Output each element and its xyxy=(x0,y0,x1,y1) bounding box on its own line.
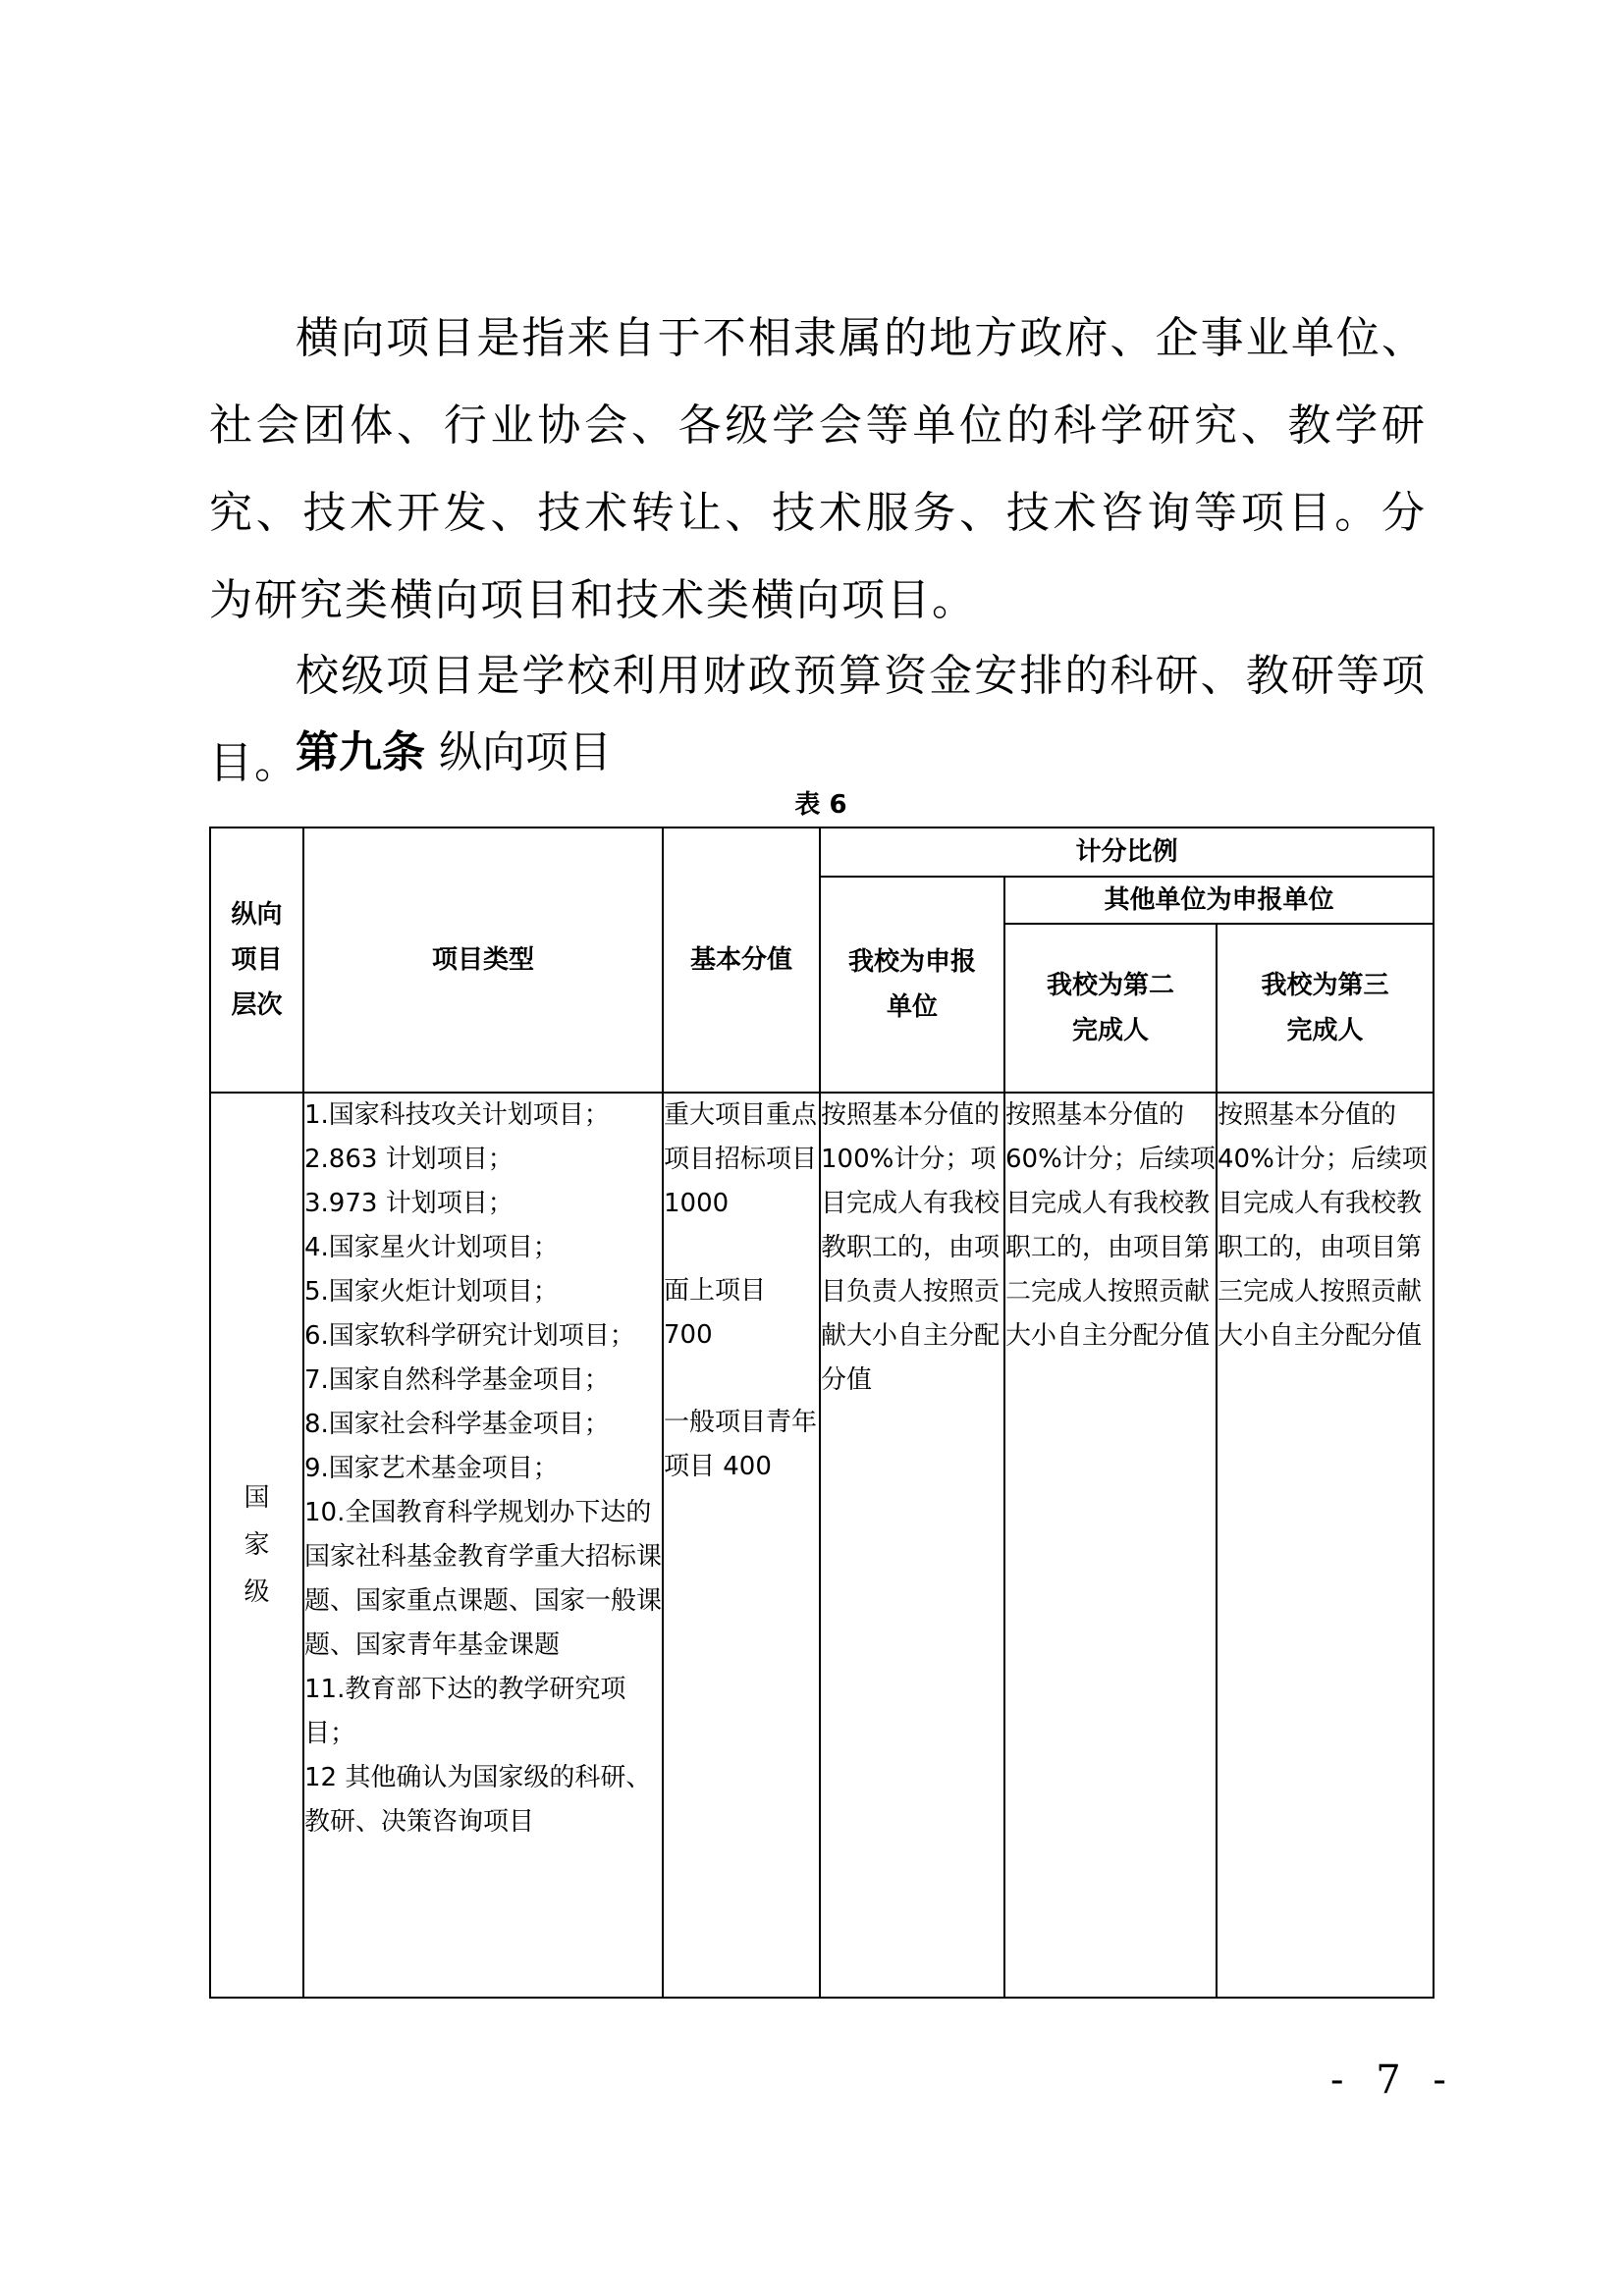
article-title: 纵向项目 xyxy=(439,727,612,777)
article-heading xyxy=(296,709,612,796)
header-ratio: 计分比例 xyxy=(820,828,1434,877)
list-item: 4.国家星火计划项目； xyxy=(304,1233,559,1262)
header-own-unit: 我校为申报单位 xyxy=(820,877,1004,1093)
score-general-surface: 面上项目 700 xyxy=(664,1276,767,1350)
list-item: 2.863 计划项目； xyxy=(304,1145,514,1174)
list-item: 1.国家科技攻关计划项目； xyxy=(304,1100,610,1130)
table-caption: 表 6 xyxy=(794,790,847,820)
cell-base-scores xyxy=(663,1093,820,1998)
list-item: 8.国家社会科学基金项目； xyxy=(304,1410,610,1439)
page-number: - 7 - xyxy=(1330,2057,1456,2103)
list-item: 6.国家软科学研究计划项目； xyxy=(304,1321,635,1351)
header-other-unit: 其他单位为申报单位 xyxy=(1004,877,1434,924)
table-row xyxy=(210,1093,1434,1998)
cell-second-completer-rule: 按照基本分值的 60%计分；后续项目完成人有我校教职工的，由项目第二完成人按照贡献大小自主分配分值 xyxy=(1004,1093,1217,1998)
list-item: 10.全国教育科学规划办下达的国家社科基金教育学重大招标课题、国家重点课题、国家一般课题、国家青年基金课题 xyxy=(304,1498,663,1660)
header-base-score: 基本分值 xyxy=(663,828,820,1093)
list-item: 12 其他确认为国家级的科研、教研、决策咨询项目 xyxy=(304,1763,652,1837)
list-item: 7.国家自然科学基金项目； xyxy=(304,1365,610,1395)
article-number: 第九条 xyxy=(296,727,425,777)
score-general-youth: 一般项目青年项目 400 xyxy=(664,1408,818,1481)
paragraph-horizontal-projects: 横向项目是指来自于不相隶属的地方政府、企事业单位、社会团体、行业协会、各级学会等单位的科学研究、教学研究、技术开发、技术转让、技术服务、技术咨询等项目。分为研究类横向项目和技术类横向项目。 xyxy=(209,313,1427,625)
header-second-completer: 我校为第二完成人 xyxy=(1004,924,1217,1093)
list-item: 3.973 计划项目； xyxy=(304,1189,514,1218)
cell-third-completer-rule: 按照基本分值的 40%计分；后续项目完成人有我校教职工的，由项目第三完成人按照贡献大小自主分配分值 xyxy=(1217,1093,1434,1998)
list-item: 9.国家艺术基金项目； xyxy=(304,1454,559,1483)
table-header-row xyxy=(210,828,1434,877)
cell-level: 国家级 xyxy=(210,1093,303,1998)
list-item: 11.教育部下达的教学研究项目； xyxy=(304,1675,626,1748)
header-third-completer: 我校为第三完成人 xyxy=(1217,924,1434,1093)
header-type: 项目类型 xyxy=(303,828,663,1093)
paragraph-school-projects: 校级项目是学校利用财政预算资金安排的科研、教研等项目。 xyxy=(209,651,1427,788)
header-level: 纵向项目层次 xyxy=(210,828,303,1093)
score-major: 重大项目重点项目招标项目 1000 xyxy=(664,1100,818,1218)
scoring-table xyxy=(209,827,1435,1999)
list-item: 5.国家火炬计划项目； xyxy=(304,1277,559,1307)
cell-own-unit-rule: 按照基本分值的 100%计分；项目完成人有我校教职工的，由项目负责人按照贡献大小自主分配分值 xyxy=(820,1093,1004,1998)
cell-project-types xyxy=(303,1093,663,1998)
